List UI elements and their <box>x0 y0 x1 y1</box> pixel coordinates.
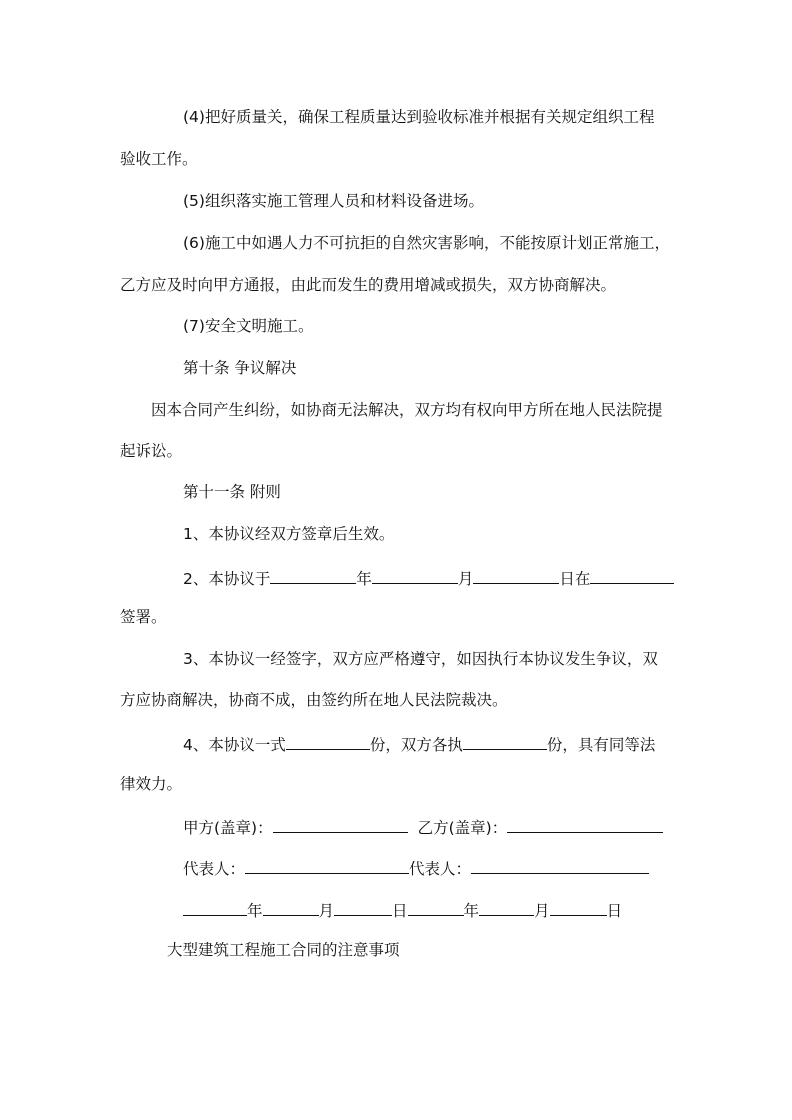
date-a-year-blank[interactable] <box>183 898 247 916</box>
date-a-year: 年 <box>247 902 263 920</box>
date-b-year: 年 <box>463 902 480 920</box>
date-b-year-blank[interactable] <box>408 898 464 916</box>
item-2-day: 日在 <box>559 570 591 588</box>
party-b-seal-label: 乙方(盖章)： <box>417 819 508 837</box>
year-blank[interactable] <box>270 566 356 584</box>
item-4-mid: 份，双方各执 <box>369 736 463 754</box>
clause-6-line-1: (6)施工中如遇人力不可抗拒的自然灾害影响，不能按原计划正常施工， <box>183 234 670 252</box>
clause-5: (5)组织落实施工管理人员和材料设备进场。 <box>183 192 484 210</box>
appendix-item-4-line-2: 律效力。 <box>120 775 183 793</box>
representative-line <box>183 856 649 876</box>
appendix-item-2-line-1 <box>183 566 674 586</box>
clause-6-line-2: 乙方应及时向甲方通报，由此而发生的费用增减或损失，双方协商解决。 <box>120 276 617 294</box>
article-10-title: 第十条 争议解决 <box>183 359 297 377</box>
date-a-day-blank[interactable] <box>334 898 392 916</box>
clause-4-line-1: (4)把好质量关，确保工程质量达到验收标准并根据有关规定组织工程 <box>183 108 655 126</box>
appendix-item-3-line-2: 方应协商解决，协商不成，由签约所在地人民法院裁决。 <box>120 691 508 709</box>
date-a-month-blank[interactable] <box>263 898 319 916</box>
date-b-month: 月 <box>534 902 550 920</box>
rep-b-blank[interactable] <box>471 856 649 874</box>
clause-4-line-2: 验收工作。 <box>120 150 198 168</box>
appendix-item-3-line-1: 3、本协议一经签字，双方应严格遵守，如因执行本协议发生争议，双 <box>183 650 658 668</box>
rep-a-blank[interactable] <box>245 856 409 874</box>
item-2-month: 月 <box>457 570 474 588</box>
article-10-line-2: 起诉讼。 <box>120 442 183 460</box>
clause-7: (7)安全文明施工。 <box>183 317 314 335</box>
rep-a-label: 代表人： <box>183 860 246 878</box>
day-blank[interactable] <box>473 566 559 584</box>
seal-line <box>183 815 663 835</box>
party-a-seal-blank[interactable] <box>273 815 408 833</box>
date-line <box>183 898 622 918</box>
date-a-day: 日 <box>392 902 408 920</box>
item-4-suffix: 份，具有同等法 <box>546 736 656 754</box>
next-section-title: 大型建筑工程施工合同的注意事项 <box>167 941 400 959</box>
month-blank[interactable] <box>372 566 458 584</box>
appendix-item-1: 1、本协议经双方签章后生效。 <box>183 525 395 543</box>
date-b-month-blank[interactable] <box>479 898 534 916</box>
item-4-prefix: 4、本协议一式 <box>183 736 286 754</box>
article-10-line-1: 因本合同产生纠纷，如协商无法解决，双方均有权向甲方所在地人民法院提 <box>151 401 663 419</box>
item-2-prefix: 2、本协议于 <box>183 570 271 588</box>
article-11-title: 第十一条 附则 <box>183 483 281 501</box>
date-a-month: 月 <box>318 902 335 920</box>
party-a-seal-label: 甲方(盖章)： <box>183 819 273 837</box>
appendix-item-2-line-2: 签署。 <box>120 608 167 626</box>
each-holds-blank[interactable] <box>463 732 547 750</box>
date-b-day-blank[interactable] <box>550 898 607 916</box>
party-b-seal-blank[interactable] <box>507 815 663 833</box>
place-blank[interactable] <box>590 566 674 584</box>
item-2-year: 年 <box>356 570 372 588</box>
appendix-item-4-line-1 <box>183 732 655 752</box>
date-b-day: 日 <box>606 902 623 920</box>
rep-b-label: 代表人： <box>409 860 472 878</box>
copies-blank[interactable] <box>286 732 370 750</box>
